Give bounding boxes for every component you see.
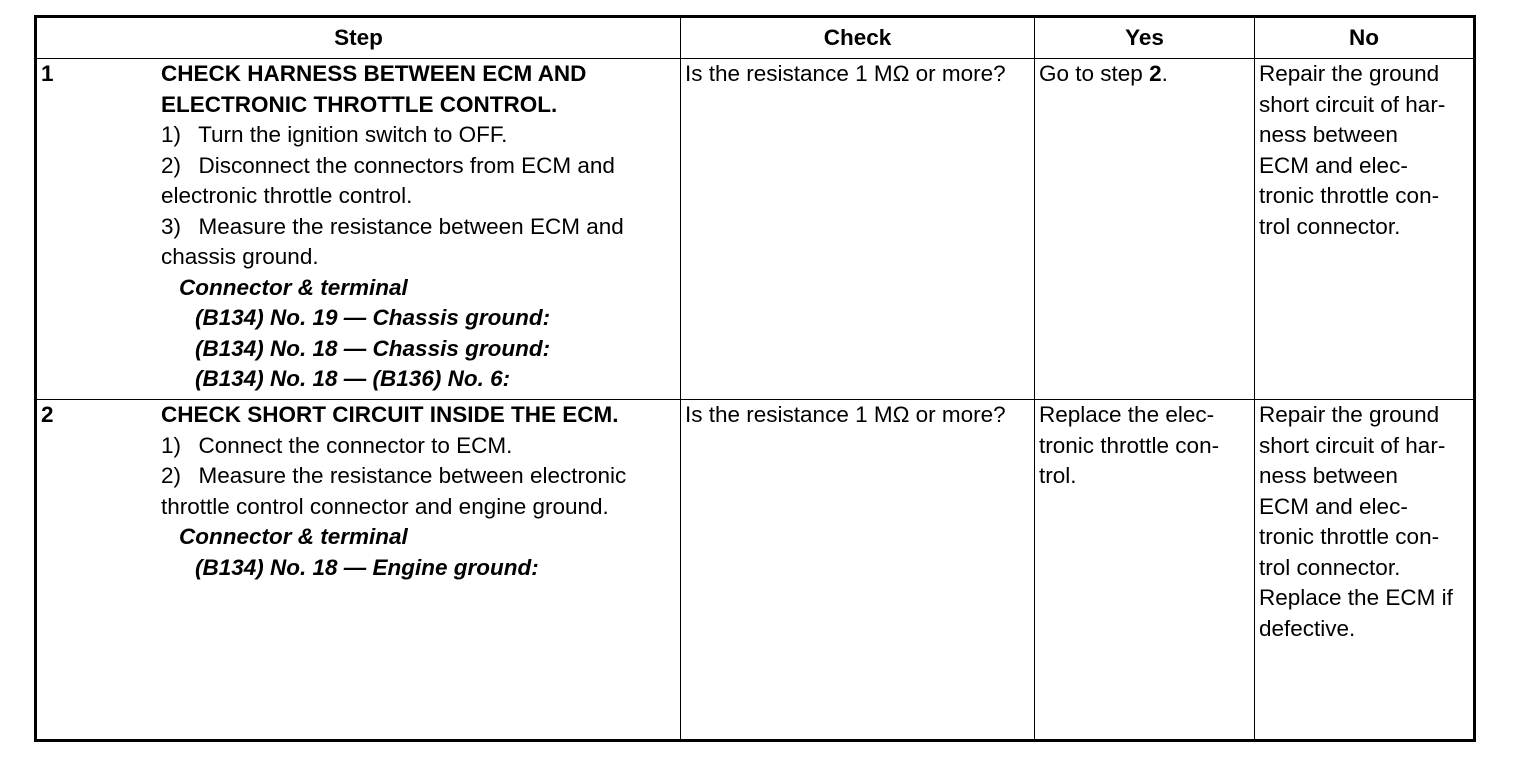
yes-text — [1039, 59, 1250, 90]
header-check: Check — [681, 17, 1035, 59]
no-cell — [1255, 59, 1475, 400]
step-title: CHECK HARNESS BETWEEN ECM AND ELECTRONIC THROTTLE CONTROL. — [161, 61, 587, 117]
table-row — [36, 400, 1475, 741]
substep: 3) Measure the resistance between ECM and chassis ground. — [161, 213, 624, 269]
table-row — [36, 59, 1475, 400]
no-cell — [1255, 400, 1475, 741]
header-no: No — [1255, 17, 1475, 59]
yes-text: Replace the elec- tronic throttle con- trol. — [1039, 402, 1220, 488]
yes-suffix: . — [1161, 61, 1168, 86]
step-number: 2 — [41, 402, 54, 427]
header-step: Step — [36, 17, 681, 59]
check-cell — [681, 400, 1035, 741]
substep: 2) Disconnect the connectors from ECM and electronic throttle control. — [161, 152, 615, 208]
check-cell — [681, 59, 1035, 400]
connector-heading: Connector & terminal — [179, 524, 408, 549]
connector-item: (B134) No. 19 — Chassis ground: — [195, 305, 551, 330]
substep: 1) Connect the connector to ECM. — [161, 432, 513, 458]
yes-cell — [1035, 400, 1255, 741]
substep: 2) Measure the resistance between electronic throttle control connector and engine ground. — [161, 463, 627, 519]
header-row — [36, 17, 1475, 59]
connector-item: (B134) No. 18 — (B136) No. 6: — [195, 366, 511, 391]
check-text: Is the resistance 1 MΩ or more? — [685, 402, 1006, 427]
step-cell — [36, 400, 681, 741]
connector-item: (B134) No. 18 — Chassis ground: — [195, 335, 551, 361]
no-text: Repair the ground short circuit of har- ness between ECM and elec- tronic throttle con- trol connector. Replace the ECM if defective. — [1259, 402, 1453, 641]
connector-item: (B134) No. 18 — Engine ground: — [195, 554, 539, 580]
step-title: CHECK SHORT CIRCUIT INSIDE THE ECM. — [161, 402, 619, 427]
no-text: Repair the ground short circuit of har- ness between ECM and elec- tronic throttle con- trol connector. — [1259, 61, 1446, 239]
substep: 1) Turn the ignition switch to OFF. — [161, 122, 508, 147]
check-text: Is the resistance 1 MΩ or more? — [685, 61, 1006, 86]
step-number: 1 — [41, 61, 54, 86]
header-yes: Yes — [1035, 17, 1255, 59]
yes-step-ref: 2 — [1149, 61, 1162, 86]
step-cell — [36, 59, 681, 400]
diagnostic-table — [34, 15, 1476, 742]
yes-cell — [1035, 59, 1255, 400]
yes-prefix: Go to step — [1039, 61, 1150, 86]
connector-heading: Connector & terminal — [179, 274, 408, 300]
